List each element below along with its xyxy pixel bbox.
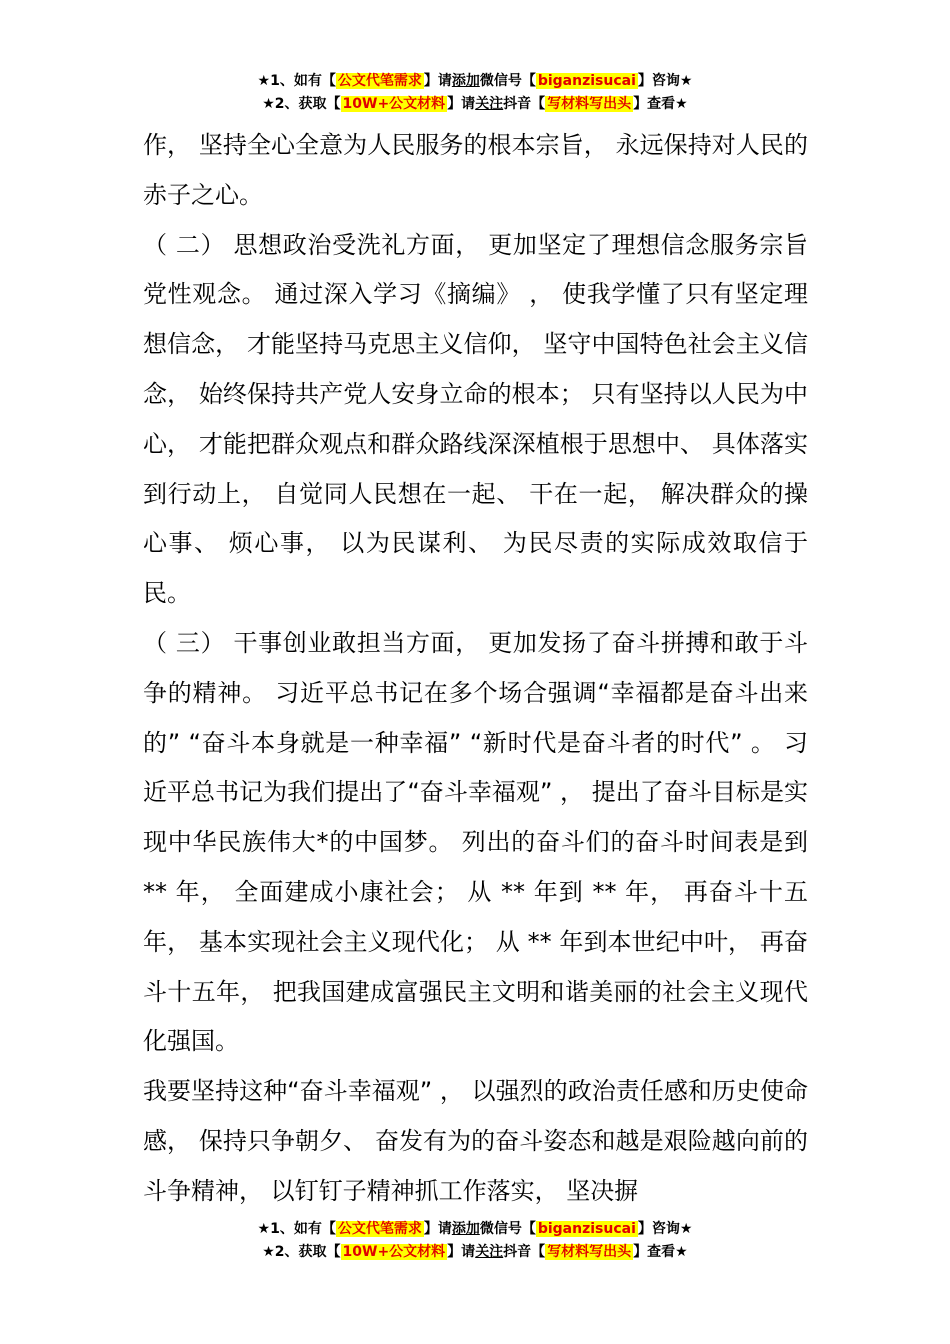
banner-text: 】请 [447,1244,476,1260]
paragraph: 我要坚持这种“奋斗幸福观” ， 以强烈的政治责任感和历史使命感， 保持只争朝夕、 奋发有为的奋斗姿态和越是艰险越向前的斗争精神， 以钉钉子精神抓工作落实， 坚决摒 [143,1077,808,1205]
banner-highlight: biganzisucai [537,73,636,89]
banner-highlight: 公文代笔需求 [337,1221,422,1237]
banner-text: ★1、如有【 [257,1221,336,1237]
banner-highlight: 写材料写出头 [547,1244,632,1260]
banner-text: 微信号【 [479,73,536,89]
banner-text: 】请 [423,1221,452,1237]
banner-text: ★1、如有【 [257,73,336,89]
banner-text: 抖音【 [503,1244,546,1260]
footer-banner-line-2 [0,1241,950,1264]
banner-underlined-text: 关注 [475,96,504,112]
banner-text: 】咨询★ [637,73,693,89]
document-body [143,121,808,1217]
banner-text: 】咨询★ [637,1221,693,1237]
banner-underlined-text: 添加 [451,1221,480,1237]
paragraph: 作， 坚持全心全意为人民服务的根本宗旨， 永远保持对人民的赤子之心。 [143,131,808,209]
banner-text: 】查看★ [633,1244,688,1260]
banner-text: 微信号【 [479,1221,536,1237]
banner-highlight: 10W+公文材料 [342,96,446,112]
banner-text: 】查看★ [633,96,688,112]
banner-highlight: 公文代笔需求 [337,73,422,89]
banner-text: 】请 [423,73,452,89]
banner-text: 】请 [447,96,476,112]
header-banner [0,70,950,116]
header-banner-line-2 [0,93,950,116]
paragraph: （ 二） 思想政治受洗礼方面， 更加坚定了理想信念服务宗旨党性观念。 通过深入学习《摘编》 ， 使我学懂了只有坚定理想信念， 才能坚持马克思主义信仰， 坚守中国特色社会主义信念， 始终保持共产党人安身立命的根本； 只有坚持以人民为中心， 才能把群众观点和群众路线深深植根于思想中、 具体落实到行动上， 自觉同人民想在一起、 干在一起， 解决群众的操心事、 烦心事， 以为民谋利、 为民尽责的实际成效取信于民。 [143,230,808,608]
header-banner-line-1 [0,70,950,93]
banner-underlined-text: 关注 [475,1244,504,1260]
banner-text: ★2、获取【 [262,1244,341,1260]
banner-highlight: 写材料写出头 [547,96,632,112]
banner-highlight: biganzisucai [537,1221,636,1237]
footer-banner [0,1218,950,1264]
footer-banner-line-1 [0,1218,950,1241]
banner-highlight: 10W+公文材料 [342,1244,446,1260]
banner-text: ★2、获取【 [262,96,341,112]
paragraph: （ 三） 干事创业敢担当方面， 更加发扬了奋斗拼搏和敢于斗争的精神。 习近平总书记在多个场合强调“幸福都是奋斗出来的” “奋斗本身就是一种幸福” “新时代是奋斗者的时代” 。 习近平总书记为我们提出了“奋斗幸福观” ， 提出了奋斗目标是实现中华民族伟大*的中国梦。 列出的奋斗们的奋斗时间表是到** 年， 全面建成小康社会； 从 ** 年到 ** 年， 再奋斗十五年， 基本实现社会主义现代化； 从 ** 年到本世纪中叶， 再奋斗十五年， 把我国建成富强民主文明和谐美丽的社会主义现代化强国。 [143,628,808,1056]
banner-text: 抖音【 [503,96,546,112]
banner-underlined-text: 添加 [451,73,480,89]
